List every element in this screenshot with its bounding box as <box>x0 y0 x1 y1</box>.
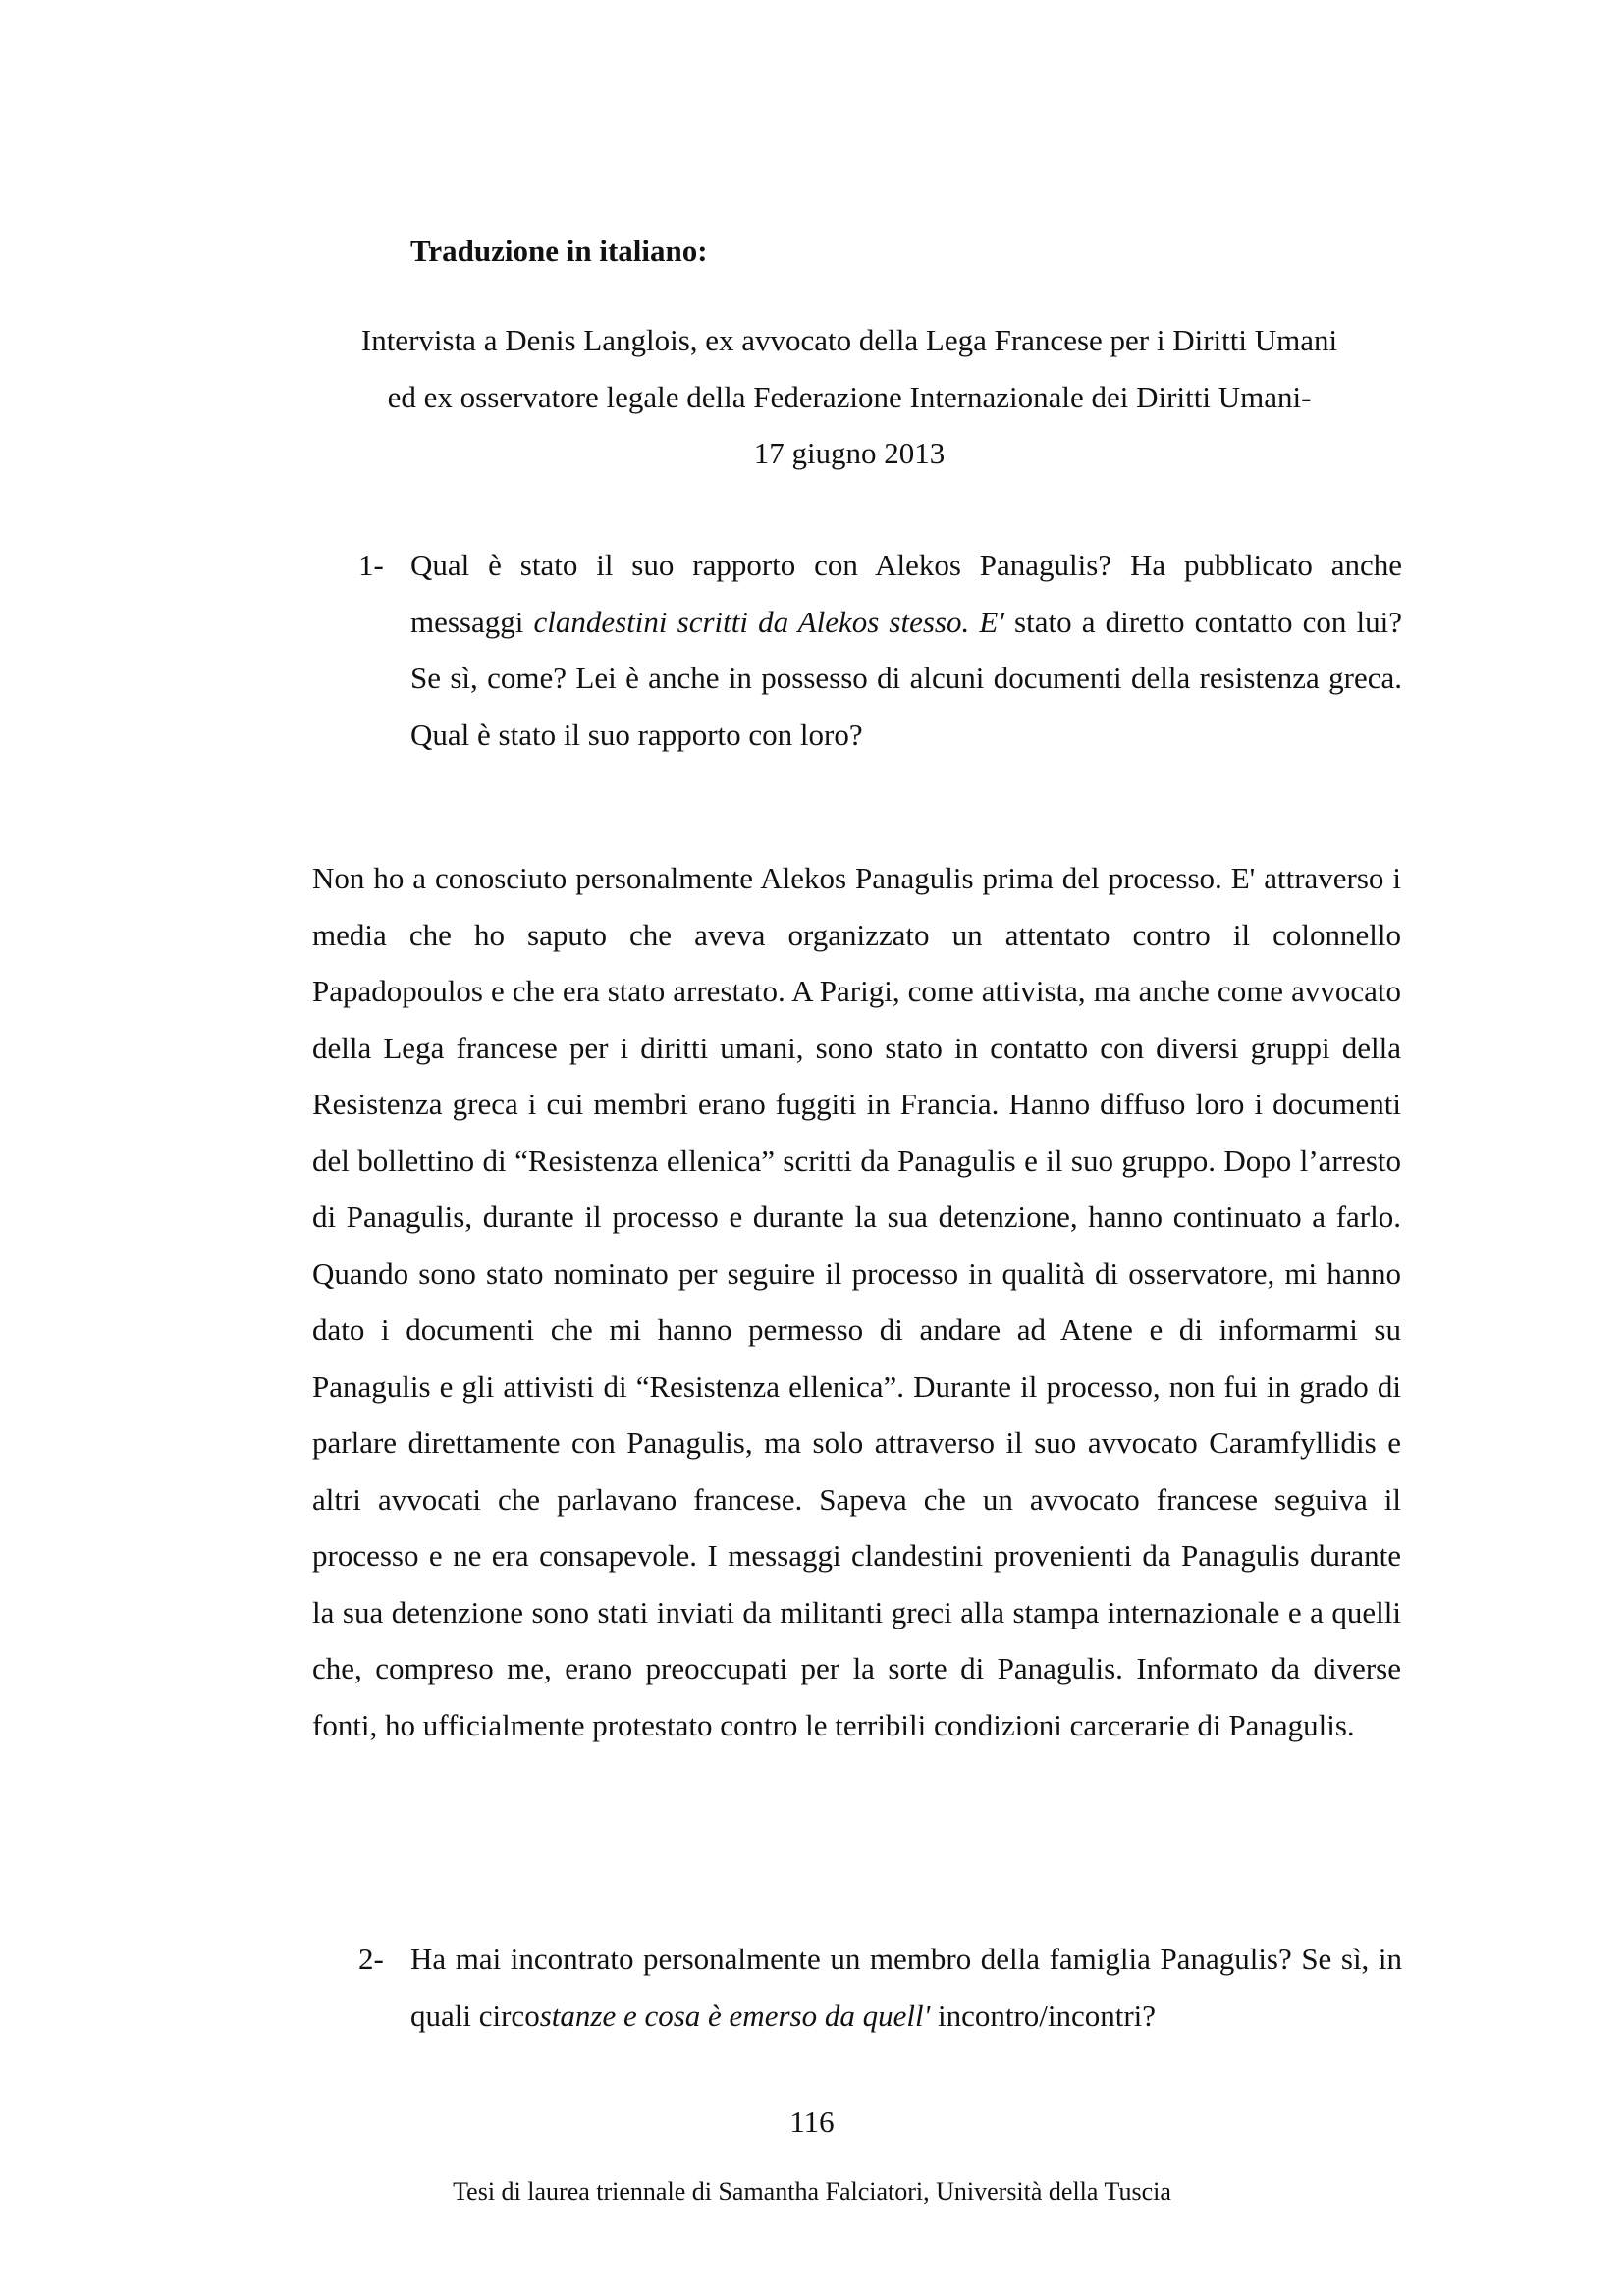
question-2-text <box>410 1931 1402 2044</box>
question-2-text-italic: stanze e cosa è emerso da quell' <box>539 1998 931 2033</box>
question-2-text-part2: incontro/incontri? <box>930 1998 1157 2033</box>
question-1-text <box>410 537 1402 763</box>
page-number: 116 <box>789 2105 835 2139</box>
interview-title <box>295 312 1404 482</box>
title-line-1: Intervista a Denis Langlois, ex avvocato della Lega Francese per i Diritti Umani <box>360 323 1338 357</box>
question-1-text-italic: clandestini scritti da Alekos stesso. E' <box>533 604 1004 639</box>
page-footer: Tesi di laurea triennale di Samantha Falciatori, Università della Tuscia <box>453 2177 1171 2206</box>
question-2 <box>358 1931 1402 2044</box>
question-2-text-part1: Ha mai incontrato personalmente un membro della famiglia Panagulis? Se sì, in quali circo <box>410 1942 1402 2033</box>
title-line-2: ed ex osservatore legale della Federazione Internazionale dei Diritti Umani- <box>387 379 1312 414</box>
question-1-text-part2: stato a diretto contatto con lui? Se sì, come? Lei è anche in possesso di alcuni documenti della resistenza greca. Qual è stato il suo rapporto con loro? <box>410 604 1402 752</box>
question-2-number: 2- <box>358 1942 384 1976</box>
question-1-text-part1: Qual è stato il suo rapporto con Alekos Panagulis? Ha pubblicato anche messaggi <box>410 548 1402 639</box>
section-heading: Traduzione in italiano: <box>410 234 708 268</box>
question-1-number: 1- <box>358 548 384 582</box>
question-1 <box>358 537 1402 763</box>
answer-1-paragraph: Non ho a conosciuto personalmente Alekos Panagulis prima del processo. E' attraverso i media che ho saputo che aveva organizzato un attentato contro il colonnello Papadopoulos e che era stato arrestato. A Parigi, come attivista, ma anche come avvocato della Lega francese per i diritti umani, sono stato in contatto con diversi gruppi della Resistenza greca i cui membri erano fuggiti in Francia. Hanno diffuso loro i documenti del bollettino di “Resistenza ellenica” scritti da Panagulis e il suo gruppo. Dopo l’arresto di Panagulis, durante il processo e durante la sua detenzione, hanno continuato a farlo. Quando sono stato nominato per seguire il processo in qualità di osservatore, mi hanno dato i documenti che mi hanno permesso di andare ad Atene e di informarmi su Panagulis e gli attivisti di “Resistenza ellenica”. Durante il processo, non fui in grado di parlare direttamente con Panagulis, ma solo attraverso il suo avvocato Caramfyllidis e altri avvocati che parlavano francese. Sapeva che un avvocato francese seguiva il processo e ne era consapevole. I messaggi clandestini provenienti da Panagulis durante la sua detenzione sono stati inviati da militanti greci alla stampa internazionale e a quelli che, compreso me, erano preoccupati per la sorte di Panagulis. Informato da diverse fonti, ho ufficialmente protestato contro le terribili condizioni carcerarie di Panagulis. <box>312 861 1401 1742</box>
title-date: 17 giugno 2013 <box>753 436 946 470</box>
